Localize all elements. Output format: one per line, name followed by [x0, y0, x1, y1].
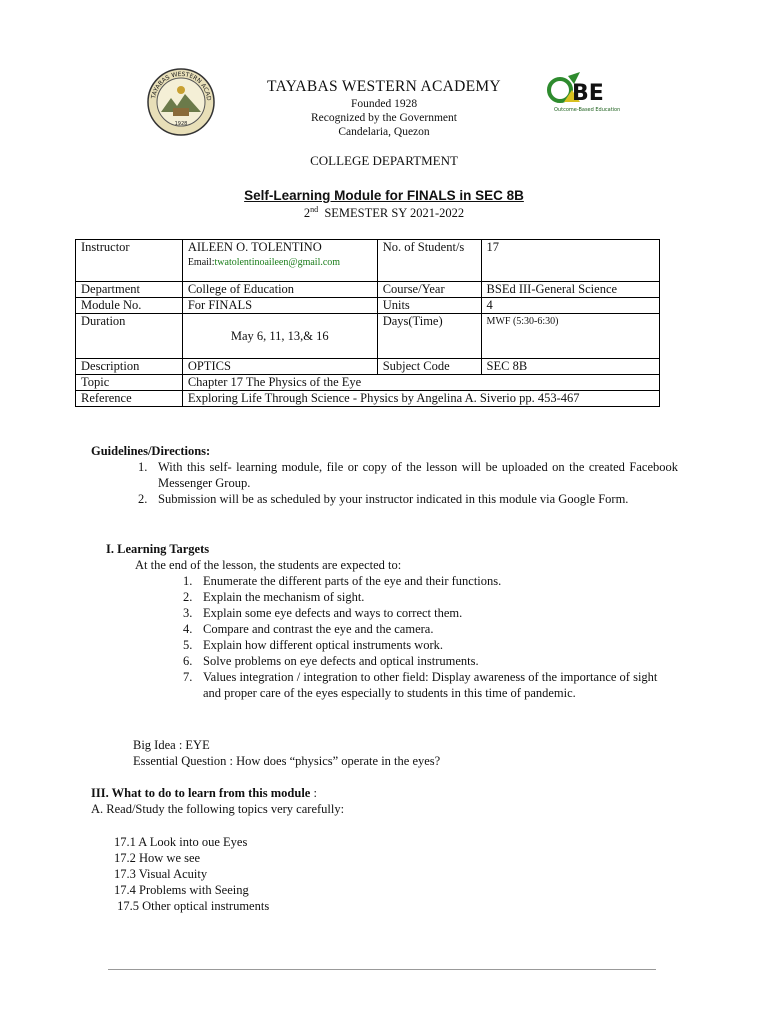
svg-text:Outcome-Based Education: Outcome-Based Education: [554, 107, 621, 113]
instructor-email: Email:twatolentinoaileen@gmail.com: [187, 257, 341, 268]
email-link[interactable]: twatolentinoaileen@gmail.com: [214, 257, 341, 268]
units-value: 4: [481, 298, 659, 314]
guideline-item: 2. Submission will be as scheduled by your instructor indicated in this module via Google Form.: [138, 492, 629, 506]
guideline-item: 1. With this self- learning module, file or copy of the lesson will be uploaded on the created Facebook Messenger Group.: [138, 460, 678, 490]
essential-question: Essential Question : How does “physics” operate in the eyes?: [133, 754, 441, 768]
department-heading: COLLEGE DEPARTMENT: [310, 153, 458, 168]
students-value: 17: [481, 240, 659, 282]
learning-targets-list: [183, 573, 673, 701]
students-label: No. of Student/s: [377, 240, 481, 282]
svg-text:1928: 1928: [174, 121, 188, 127]
learning-targets-intro: At the end of the lesson, the students are expected to:: [135, 558, 402, 572]
instructor-label: Instructor: [76, 240, 183, 282]
department-value: College of Education: [182, 282, 377, 298]
instructor-name: AILEEN O. TOLENTINO: [187, 240, 322, 254]
topic-item: 17.1 A Look into oue Eyes: [114, 835, 248, 849]
semester-line: 2nd SEMESTER SY 2021-2022: [303, 205, 465, 221]
module-title: Self-Learning Module for FINALS in SEC 8B: [244, 188, 524, 203]
todo-heading: III. What to do to learn from this module :: [91, 786, 317, 800]
todo-instruction: A. Read/Study the following topics very carefully:: [91, 802, 345, 816]
target-item: 5. Explain how different optical instruments work.: [183, 638, 443, 652]
reference-value: Exploring Life Through Science - Physics by Angelina A. Siverio pp. 453-467: [182, 391, 659, 407]
location-line: Candelaria, Quezon: [338, 126, 430, 138]
duration-label: Duration: [76, 314, 183, 359]
learning-targets-heading: I. Learning Targets: [106, 542, 210, 556]
description-label: Description: [76, 359, 183, 375]
topic-item: 17.2 How we see: [114, 851, 201, 865]
module-value: For FINALS: [182, 298, 377, 314]
subject-value: SEC 8B: [481, 359, 659, 375]
topic-item: 17.5 Other optical instruments: [114, 899, 270, 913]
target-item: 2. Explain the mechanism of sight.: [183, 590, 365, 604]
reference-label: Reference: [76, 391, 183, 407]
course-value: BSEd III-General Science: [481, 282, 659, 298]
big-idea: Big Idea : EYE: [133, 738, 210, 752]
guidelines-heading: Guidelines/Directions:: [91, 444, 211, 458]
target-item: 1. Enumerate the different parts of the eye and their functions.: [183, 574, 502, 588]
topic-label: Topic: [76, 375, 183, 391]
course-label: Course/Year: [377, 282, 481, 298]
topic-item: 17.3 Visual Acuity: [114, 867, 208, 881]
target-item: 3. Explain some eye defects and ways to correct them.: [183, 606, 463, 620]
svg-text:TAYABAS WESTERN ACADEMY: TAYABAS WESTERN ACAD: [150, 70, 213, 102]
topics-list: [114, 834, 269, 914]
description-value: OPTICS: [182, 359, 377, 375]
target-item: 4. Compare and contrast the eye and the camera.: [183, 622, 434, 636]
instructor-cell: [182, 240, 377, 282]
units-label: Units: [377, 298, 481, 314]
module-label: Module No.: [76, 298, 183, 314]
guidelines-list: [138, 459, 678, 507]
days-value: MWF (5:30-6:30): [481, 314, 659, 359]
topic-item: 17.4 Problems with Seeing: [114, 883, 249, 897]
school-name: TAYABAS WESTERN ACADEMY: [267, 78, 501, 95]
department-label: Department: [76, 282, 183, 298]
subject-label: Subject Code: [377, 359, 481, 375]
footer-divider: [108, 969, 656, 970]
days-label: Days(Time): [377, 314, 481, 359]
duration-value: May 6, 11, 13,& 16: [182, 314, 377, 359]
target-item: 6. Solve problems on eye defects and optical instruments.: [183, 654, 479, 668]
target-item: 7. Values integration / integration to other field: Display awareness of the importance of sight and proper care of the eyes especially to students in this time of pandemic.: [183, 670, 658, 700]
topic-value: Chapter 17 The Physics of the Eye: [182, 375, 659, 391]
module-info-table: [75, 239, 660, 407]
svg-text:BE: BE: [572, 81, 604, 106]
founded-line: Founded 1928: [350, 98, 418, 110]
recognized-line: Recognized by the Government: [311, 112, 457, 124]
